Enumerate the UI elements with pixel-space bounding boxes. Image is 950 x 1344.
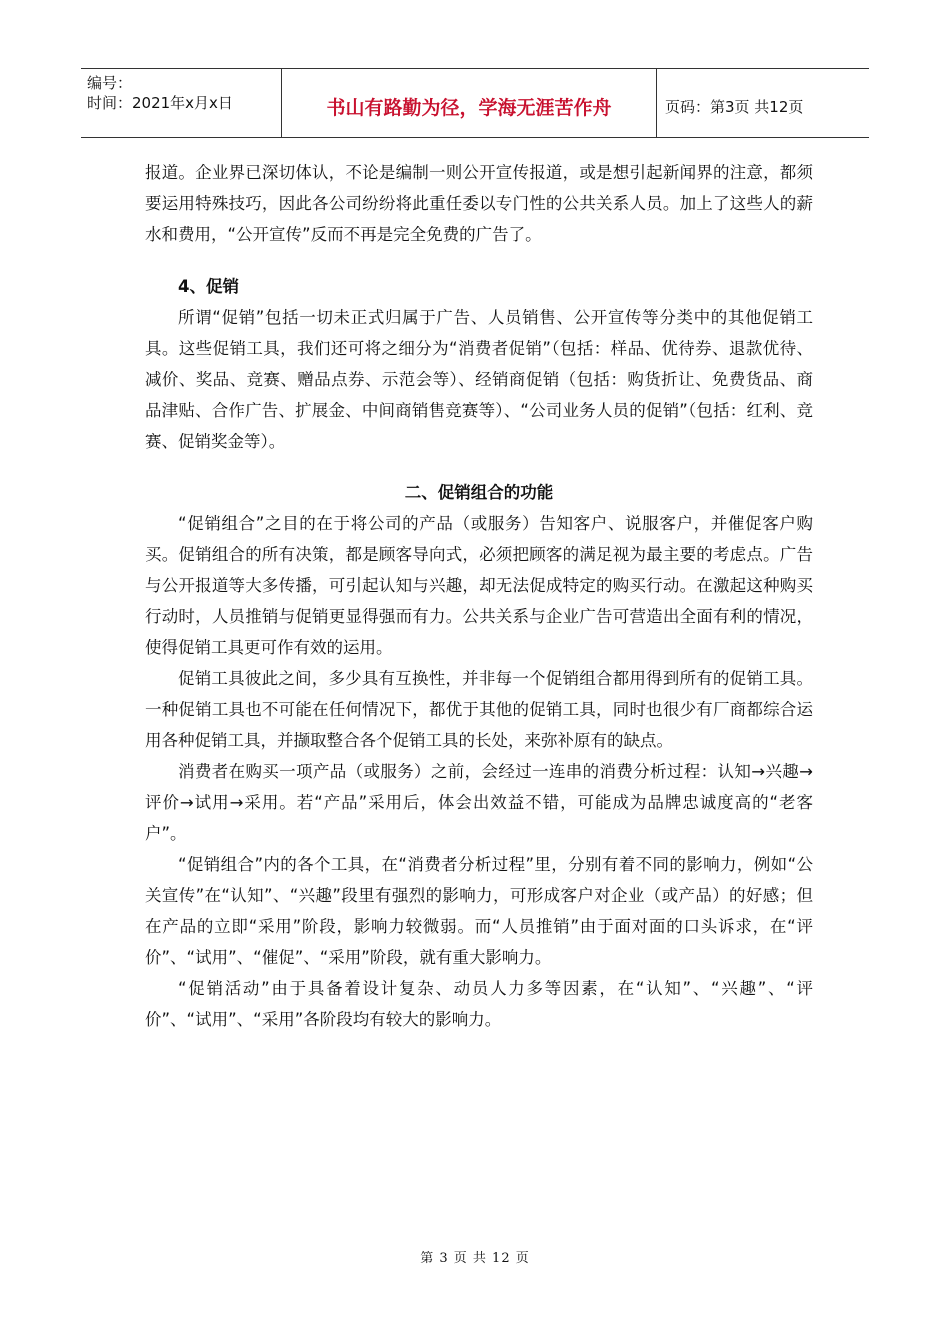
header-motto: 书山有路勤为径，学海无涯苦作舟	[282, 69, 657, 137]
document-number-label: 编号：	[87, 74, 133, 92]
page-footer: 第 3 页 共 12 页	[420, 1251, 530, 1266]
section-heading-function: 二、促销组合的功能	[404, 483, 554, 502]
paragraph-function-3: 消费者在购买一项产品（或服务）之前，会经过一连串的消费分析过程：认知→兴趣→评价→试用→采用。若“产品”采用后，体会出效益不错，可能成为品牌忠诚度高的“老客户”。	[145, 762, 813, 843]
document-time-label: 时间：2021年x月x日	[87, 94, 233, 112]
header-meta	[81, 69, 282, 137]
paragraph-function-2: 促销工具彼此之间，多少具有互换性，并非每一个促销组合都用得到所有的促销工具。一种促销工具也不可能在任何情况下，都优于其他的促销工具，同时也很少有厂商都综合运用各种促销工具，并撷取整合各个促销工具的长处，来弥补原有的缺点。	[145, 669, 813, 750]
paragraph-promotion: 所谓“促销”包括一切未正式归属于广告、人员销售、公开宣传等分类中的其他促销工具。这些促销工具，我们还可将之细分为“消费者促销”（包括：样品、优待券、退款优待、减价、奖品、竞赛、赠品点券、示范会等）、经销商促销（包括：购货折让、免费货品、商品津贴、合作广告、扩展金、中间商销售竞赛等）、“公司业务人员的促销”（包括：红利、竞赛、促销奖金等）。	[145, 308, 813, 451]
paragraph-intro: 报道。企业界已深切体认，不论是编制一则公开宣传报道，或是想引起新闻界的注意，都须要运用特殊技巧，因此各公司纷纷将此重任委以专门性的公共关系人员。加上了这些人的薪水和费用，“公开宣传”反而不再是完全免费的广告了。	[145, 163, 813, 244]
spacer	[145, 457, 813, 477]
page-header	[81, 68, 869, 138]
document-body	[145, 157, 813, 1035]
paragraph-function-5: “促销活动”由于具备着设计复杂、动员人力多等因素，在“认知”、“兴趣”、“评价”、“试用”、“采用”各阶段均有较大的影响力。	[145, 979, 813, 1029]
paragraph-function-4: “促销组合”内的各个工具，在“消费者分析过程”里，分别有着不同的影响力，例如“公关宣传”在“认知”、“兴趣”段里有强烈的影响力，可形成客户对企业（或产品）的好感；但在产品的立即“采用”阶段，影响力较微弱。而“人员推销”由于面对面的口头诉求，在“评价”、“试用”、“催促”、“采用”阶段，就有重大影响力。	[145, 855, 813, 967]
spacer	[145, 250, 813, 271]
section-heading-promotion: 4、促销	[178, 277, 239, 296]
paragraph-function-1: “促销组合”之目的在于将公司的产品（或服务）告知客户、说服客户，并催促客户购买。促销组合的所有决策，都是顾客导向式，必须把顾客的满足视为最主要的考虑点。广告与公开报道等大多传播，可引起认知与兴趣，却无法促成特定的购买行动。在激起这种购买行动时，人员推销与促销更显得强而有力。公共关系与企业广告可营造出全面有利的情况，使得促销工具更可作有效的运用。	[145, 514, 813, 657]
header-page-info: 页码：第3页 共12页	[665, 97, 804, 116]
